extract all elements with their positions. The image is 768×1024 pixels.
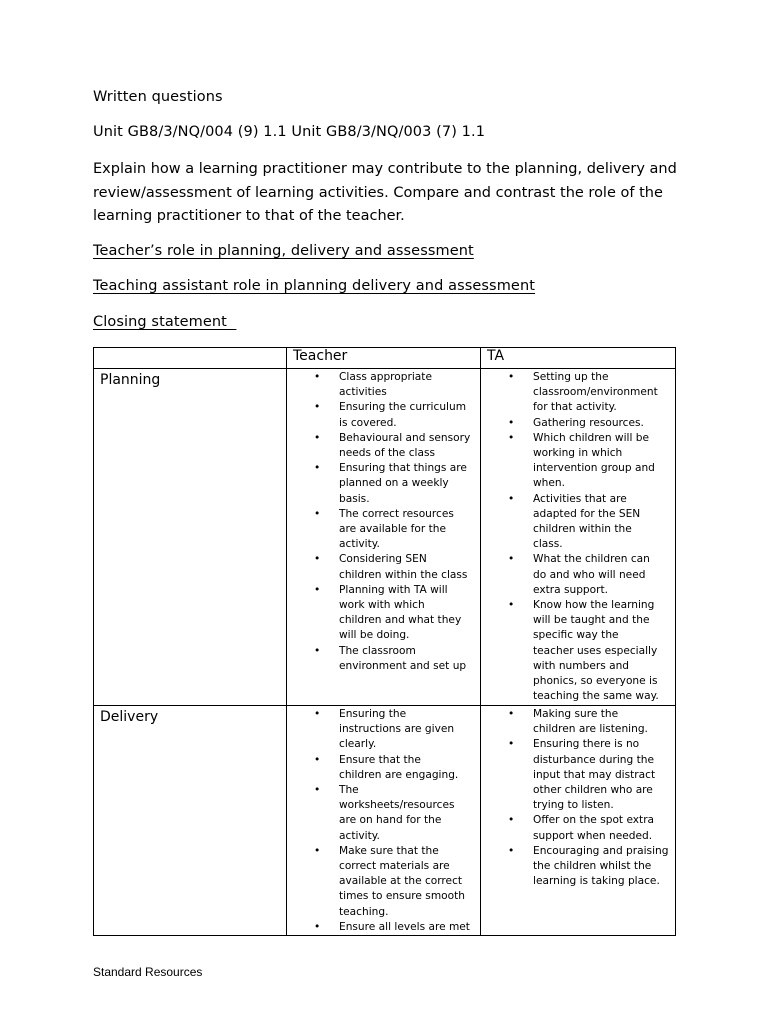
bullet-item [287, 783, 480, 844]
bullet-line: • Ensuring the [339, 708, 407, 720]
teacher-role-heading: Teacher’s role in planning, delivery and assessment [93, 243, 474, 259]
question-paragraph [93, 158, 683, 229]
bullet-line: times to ensure smooth [339, 890, 465, 903]
bullet-line: • Ensuring that things are [339, 462, 467, 475]
bullet-line: • Behavioural and sensory [339, 431, 471, 444]
row-label-planning: Planning [94, 369, 287, 706]
table-row-planning [94, 369, 676, 706]
bullet-item [287, 753, 480, 783]
bullet-line: • Making sure the [533, 708, 619, 720]
bullet-line: activity. [339, 829, 380, 842]
bullet-line: • Ensure all levels are met [339, 920, 470, 933]
bullet-line: • Considering SEN [339, 553, 427, 566]
document-heading: Written questions [93, 89, 223, 105]
bullet-line: will be taught and the [533, 614, 650, 627]
bullet-line: • Ensure that the [339, 753, 421, 766]
bullet-item [287, 644, 480, 674]
bullet-line: • Know how the learning [533, 599, 655, 612]
header-cell-teacher: Teacher [287, 348, 481, 369]
bullet-line: support when needed. [533, 829, 653, 842]
bullet-line: will be doing. [339, 629, 410, 642]
bullet-line: intervention group and [533, 462, 655, 475]
ta-role-heading: Teaching assistant role in planning delivery and assessment [93, 278, 536, 294]
bullet-line: learning is taking place. [533, 875, 660, 888]
bullet-line: when. [533, 477, 565, 490]
bullet-item [287, 707, 480, 753]
bullet-line: adapted for the SEN [533, 507, 641, 520]
bullet-line: • Encouraging and praising [533, 844, 669, 857]
roles-table [93, 347, 676, 936]
bullet-line: available at the correct [339, 875, 463, 888]
bullet-line: • The classroom [339, 644, 416, 657]
bullet-line: • What the children can [533, 553, 650, 566]
bullet-line: • Ensuring the curriculum [339, 401, 467, 414]
bullet-item [287, 583, 480, 644]
bullet-line: • The correct resources [339, 507, 454, 520]
bullet-item [287, 844, 480, 920]
bullet-line: correct materials are [339, 860, 450, 873]
table-header-row [94, 348, 676, 369]
bullet-line: is covered. [339, 416, 397, 429]
bullet-item [481, 844, 675, 890]
bullet-line: for that activity. [533, 401, 617, 414]
bullet-line: basis. [339, 492, 370, 505]
bullet-line: specific way the [533, 629, 619, 642]
bullet-line: • The [339, 784, 359, 797]
bullet-item [481, 370, 675, 416]
bullet-line: the children whilst the [533, 860, 652, 873]
bullet-line: trying to listen. [533, 799, 614, 812]
bullet-line: input that may distract [533, 768, 656, 781]
bullet-line: are on hand for the [339, 814, 442, 827]
delivery-teacher-list [287, 706, 480, 935]
bullet-item [481, 598, 675, 704]
bullet-item [287, 507, 480, 553]
bullet-line: worksheets/resources [339, 799, 455, 812]
bullet-line: • Activities that are [533, 492, 627, 505]
bullet-line: teaching the same way. [533, 690, 659, 703]
planning-ta-list [481, 369, 675, 704]
planning-teacher-cell [287, 369, 481, 706]
bullet-line: children within the [533, 523, 632, 536]
bullet-item [481, 552, 675, 598]
bullet-line: disturbance during the [533, 753, 654, 766]
row-label-delivery: Delivery [94, 706, 287, 936]
bullet-line: • Planning with TA will [339, 583, 448, 596]
bullet-item [287, 431, 480, 461]
bullet-item [287, 920, 480, 935]
footer-text: Standard Resources [93, 965, 203, 979]
bullet-line: • Class appropriate [339, 371, 432, 383]
question-line: Explain how a learning practitioner may contribute to the planning, delivery and [93, 161, 677, 177]
bullet-item [481, 431, 675, 492]
bullet-item [481, 707, 675, 737]
bullet-line: classroom/environment [533, 386, 658, 399]
delivery-ta-cell [481, 706, 676, 936]
bullet-line: extra support. [533, 583, 609, 596]
bullet-line: children and what they [339, 614, 462, 627]
bullet-line: needs of the class [339, 447, 435, 460]
bullet-line: clearly. [339, 738, 377, 751]
bullet-line: children are listening. [533, 723, 648, 736]
bullet-line: phonics, so everyone is [533, 675, 658, 688]
bullet-line: are available for the [339, 523, 447, 536]
bullet-line: teacher uses especially [533, 644, 658, 657]
bullet-line: children are engaging. [339, 768, 459, 781]
bullet-line: with numbers and [533, 659, 630, 672]
question-line: learning practitioner to that of the teacher. [93, 208, 405, 224]
delivery-teacher-cell [287, 706, 481, 936]
delivery-ta-list [481, 706, 675, 889]
bullet-item [481, 737, 675, 813]
planning-ta-cell [481, 369, 676, 706]
bullet-item [287, 552, 480, 582]
bullet-line: activity. [339, 538, 380, 551]
bullet-line: • Which children will be [533, 431, 650, 444]
bullet-line: planned on a weekly [339, 477, 449, 490]
bullet-item [481, 416, 675, 431]
bullet-line: other children who are [533, 784, 653, 797]
bullet-line: • Ensuring there is no [533, 738, 640, 751]
bullet-line: class. [533, 538, 563, 551]
closing-statement-heading: Closing statement [93, 314, 227, 330]
bullet-item [481, 813, 675, 843]
planning-teacher-list [287, 369, 480, 674]
bullet-item [287, 461, 480, 507]
bullet-line: environment and set up [339, 659, 467, 672]
bullet-line: instructions are given [339, 723, 455, 736]
bullet-item [481, 492, 675, 553]
bullet-line: • Gathering resources. [533, 416, 644, 429]
bullet-line: teaching. [339, 905, 389, 918]
question-line: review/assessment of learning activities. Compare and contrast the role of the [93, 184, 663, 201]
table-row-delivery [94, 706, 676, 936]
bullet-line: children within the class [339, 568, 468, 581]
bullet-item [287, 400, 480, 430]
bullet-line: activities [339, 386, 387, 399]
header-cell-empty [94, 348, 287, 369]
bullet-line: do and who will need [533, 568, 646, 581]
unit-reference: Unit GB8/3/NQ/004 (9) 1.1 Unit GB8/3/NQ/003 (7) 1.1 [93, 124, 486, 140]
bullet-item [287, 370, 480, 400]
bullet-line: working in which [533, 447, 623, 460]
header-cell-ta: TA [481, 348, 676, 369]
bullet-line: • Make sure that the [339, 844, 439, 857]
bullet-line: work with which [339, 599, 425, 612]
bullet-line: • Setting up the [533, 371, 609, 383]
bullet-line: • Offer on the spot extra [533, 814, 655, 827]
